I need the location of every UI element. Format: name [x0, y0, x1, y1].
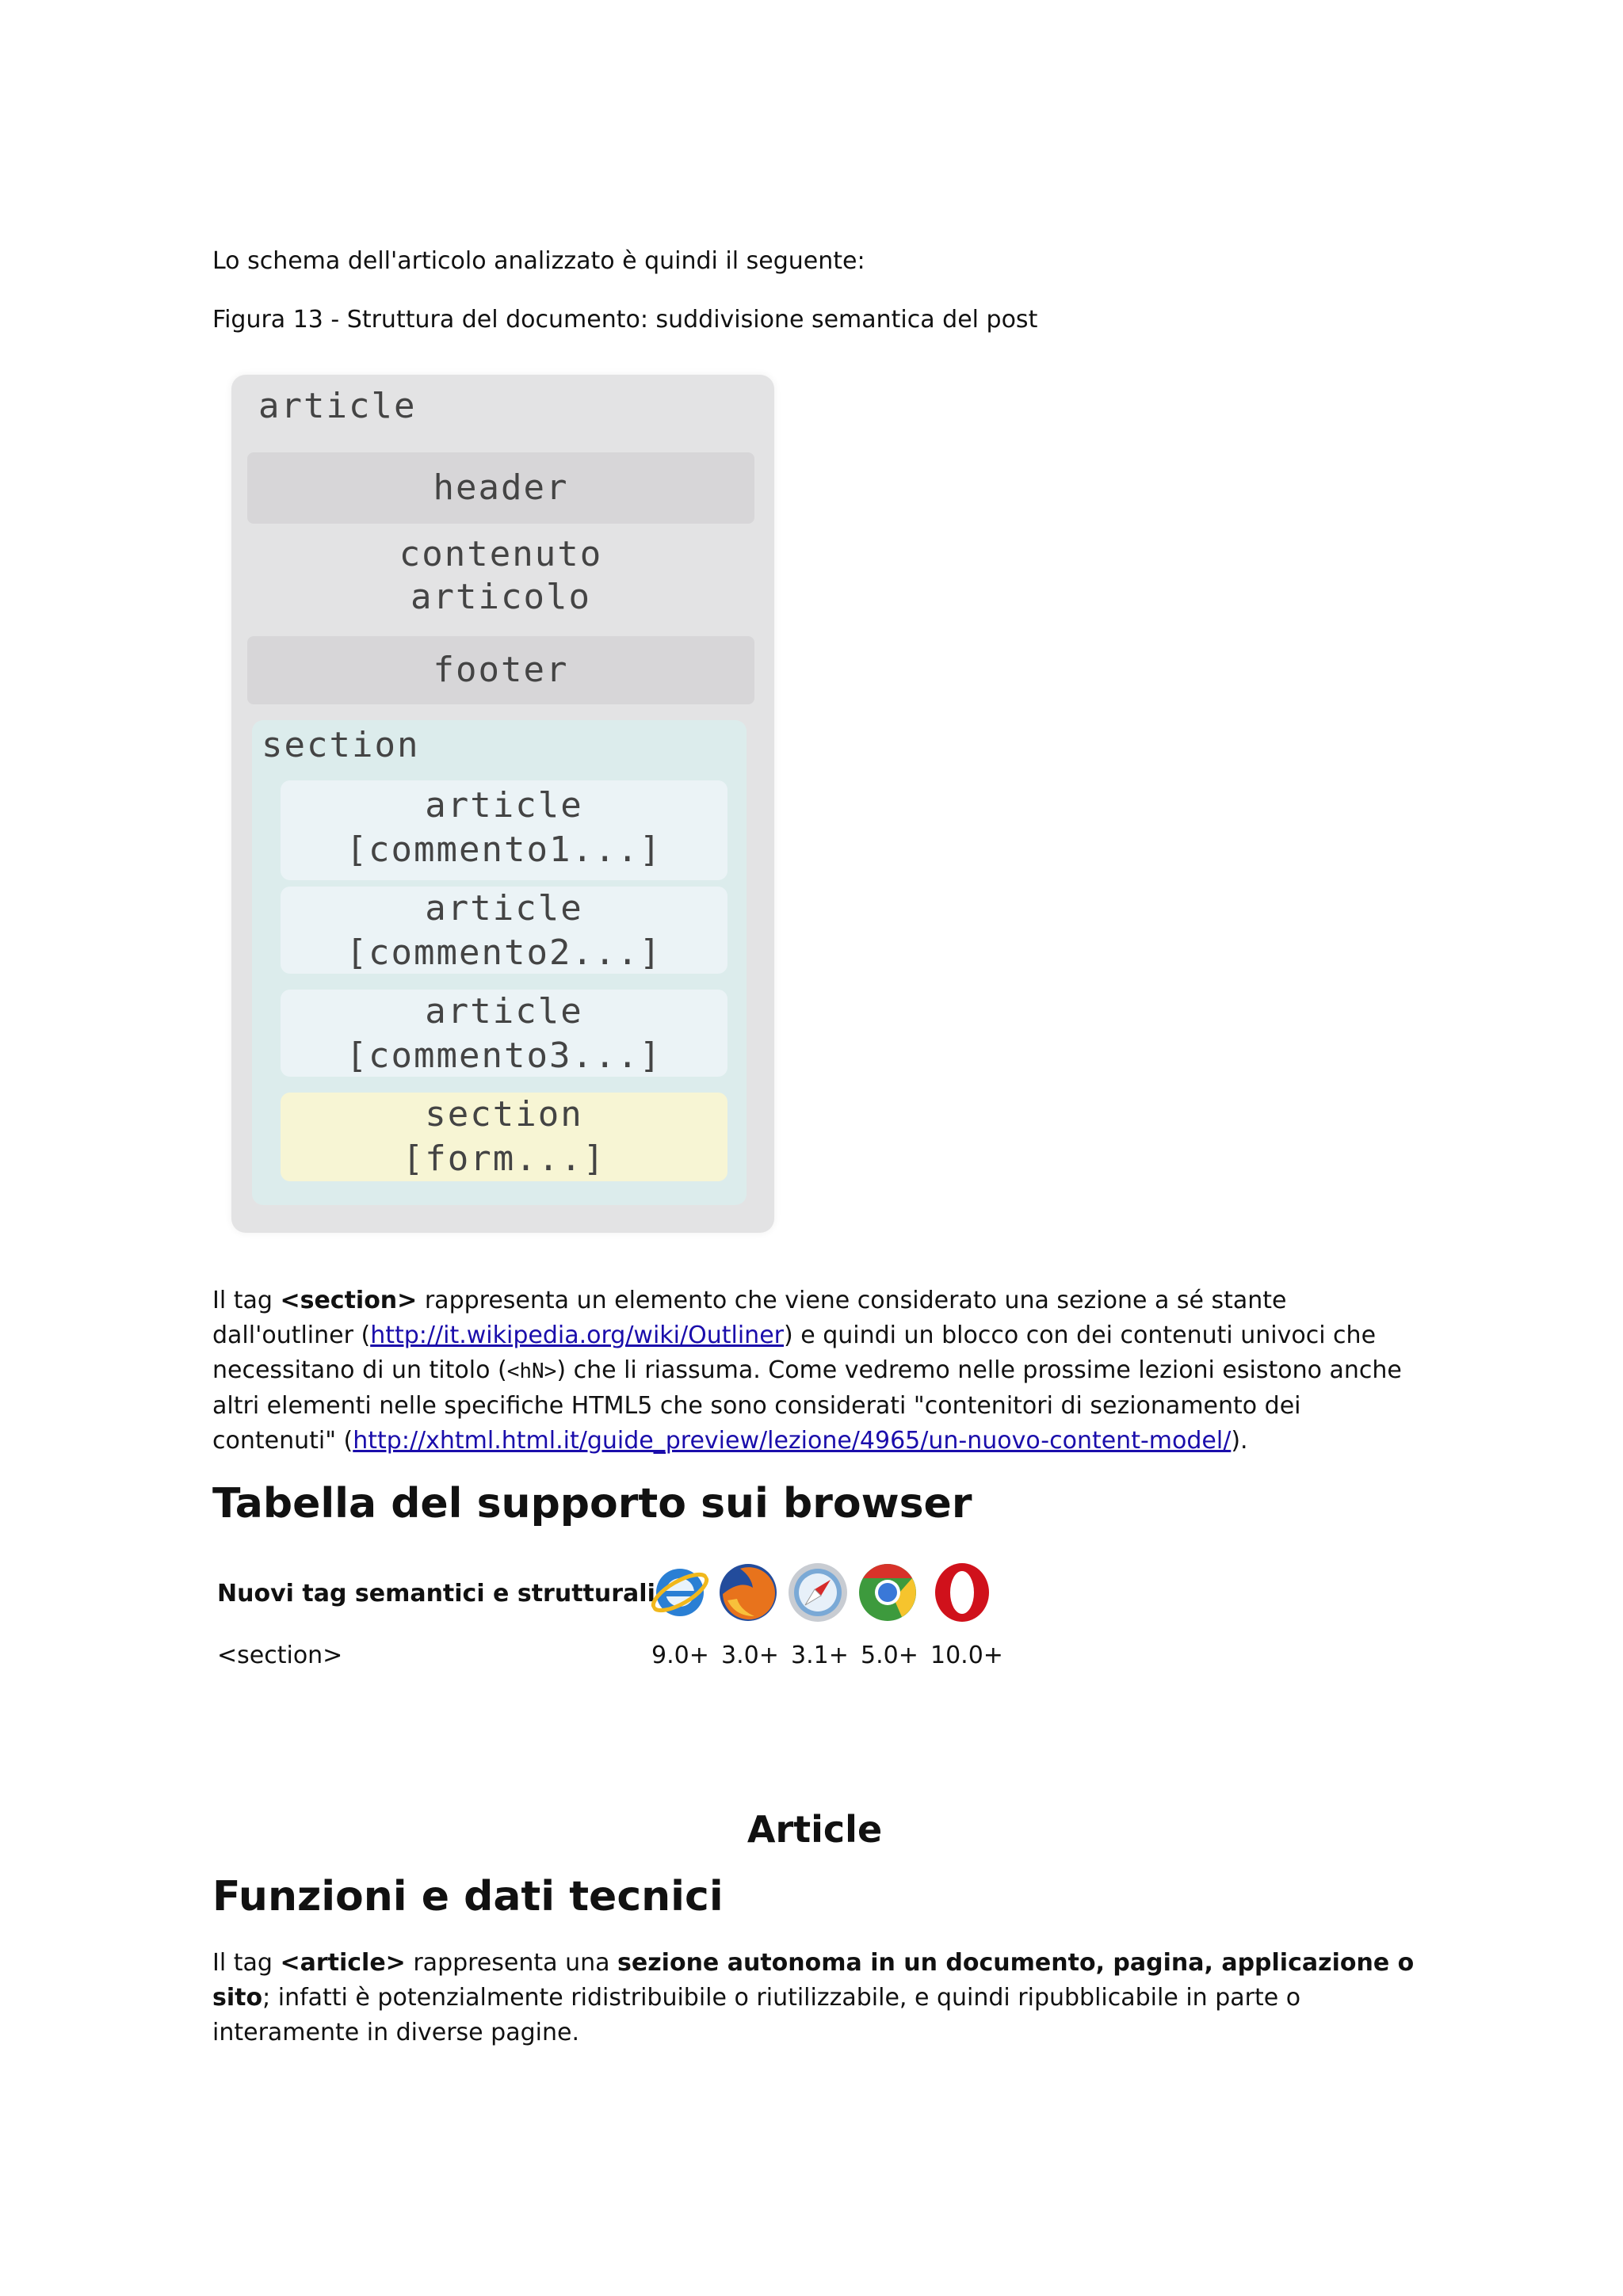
section-paragraph — [212, 1283, 1417, 1459]
figure-content-block — [247, 533, 754, 619]
figure-footer-block: footer — [247, 636, 754, 704]
figure-box-line2: [commento1...] — [346, 830, 663, 870]
figure-box-line2: [form...] — [402, 1138, 606, 1179]
figure-content-line1: contenuto — [399, 534, 603, 574]
figure-caption: Figura 13 - Struttura del documento: suddivisione semantica del post — [212, 306, 1038, 334]
paragraph-text: ) e quindi un blocco con dei contenuti univoci che necessitano di un titolo ( — [212, 1322, 1377, 1384]
figure-content-line2: articolo — [411, 577, 591, 617]
article-bold-phrase: sezione autonoma in un documento, pagina, applicazione o sito — [212, 1949, 1415, 2012]
version-ie: 9.0+ — [651, 1642, 709, 1669]
figure-comment-box — [281, 887, 727, 974]
figure-box-line1: section — [425, 1094, 583, 1135]
figure-form-box — [281, 1093, 727, 1181]
intro-text: Lo schema dell'articolo analizzato è quindi il seguente: — [212, 247, 865, 275]
figure-box-line2: [commento3...] — [346, 1035, 663, 1076]
figure-box-line1: article — [425, 991, 583, 1032]
hn-code: <hN> — [506, 1360, 557, 1383]
version-safari: 3.1+ — [791, 1642, 849, 1669]
chrome-icon — [856, 1561, 919, 1624]
figure-box-line1: article — [425, 785, 583, 826]
figure-section-block — [252, 720, 747, 1205]
document-structure-figure — [231, 375, 774, 1233]
firefox-icon — [716, 1561, 780, 1624]
support-row-tag: <section> — [217, 1642, 343, 1669]
article-tag: <article> — [280, 1949, 406, 1977]
figure-article-label: article — [258, 386, 417, 426]
opera-icon — [930, 1561, 994, 1624]
article-paragraph — [212, 1946, 1417, 2050]
outliner-link[interactable]: http://it.wikipedia.org/wiki/Outliner — [370, 1322, 784, 1349]
internet-explorer-icon — [648, 1561, 712, 1624]
paragraph-text: Il tag — [212, 1287, 281, 1314]
support-table-header-label: Nuovi tag semantici e strutturali — [217, 1580, 655, 1608]
paragraph-text: Il tag — [212, 1949, 281, 1977]
section-tag: <section> — [280, 1287, 418, 1314]
paragraph-text: rappresenta una — [405, 1949, 618, 1977]
paragraph-text: ). — [1231, 1427, 1248, 1455]
paragraph-text: ) che li riassuma. Come vedremo nelle prossime lezioni esistono anche altri elementi nelle specifiche HTML5 che sono considerati "contenitori di sezionamento dei contenuti" ( — [212, 1356, 1402, 1455]
figure-header-block: header — [247, 452, 754, 524]
article-title: Article — [747, 1808, 883, 1851]
paragraph-text: rappresenta un elemento che viene considerato una sezione a sé stante dall'outliner ( — [212, 1287, 1287, 1349]
funzioni-heading: Funzioni e dati tecnici — [212, 1873, 724, 1920]
figure-comment-box — [281, 780, 727, 880]
figure-comment-box — [281, 990, 727, 1077]
version-opera: 10.0+ — [930, 1642, 1003, 1669]
version-firefox: 3.0+ — [721, 1642, 779, 1669]
safari-icon — [786, 1561, 850, 1624]
browser-support-heading: Tabella del supporto sui browser — [212, 1480, 972, 1527]
version-chrome: 5.0+ — [861, 1642, 918, 1669]
figure-box-line2: [commento2...] — [346, 933, 663, 973]
figure-box-line1: article — [425, 888, 583, 929]
content-model-link[interactable]: http://xhtml.html.it/guide_preview/lezione/4965/un-nuovo-content-model/ — [353, 1427, 1232, 1455]
figure-section-label: section — [262, 725, 420, 765]
paragraph-text: ; infatti è potenzialmente ridistribuibile o riutilizzabile, e quindi ripubblicabile in parte o interamente in diverse pagine. — [212, 1984, 1301, 2046]
